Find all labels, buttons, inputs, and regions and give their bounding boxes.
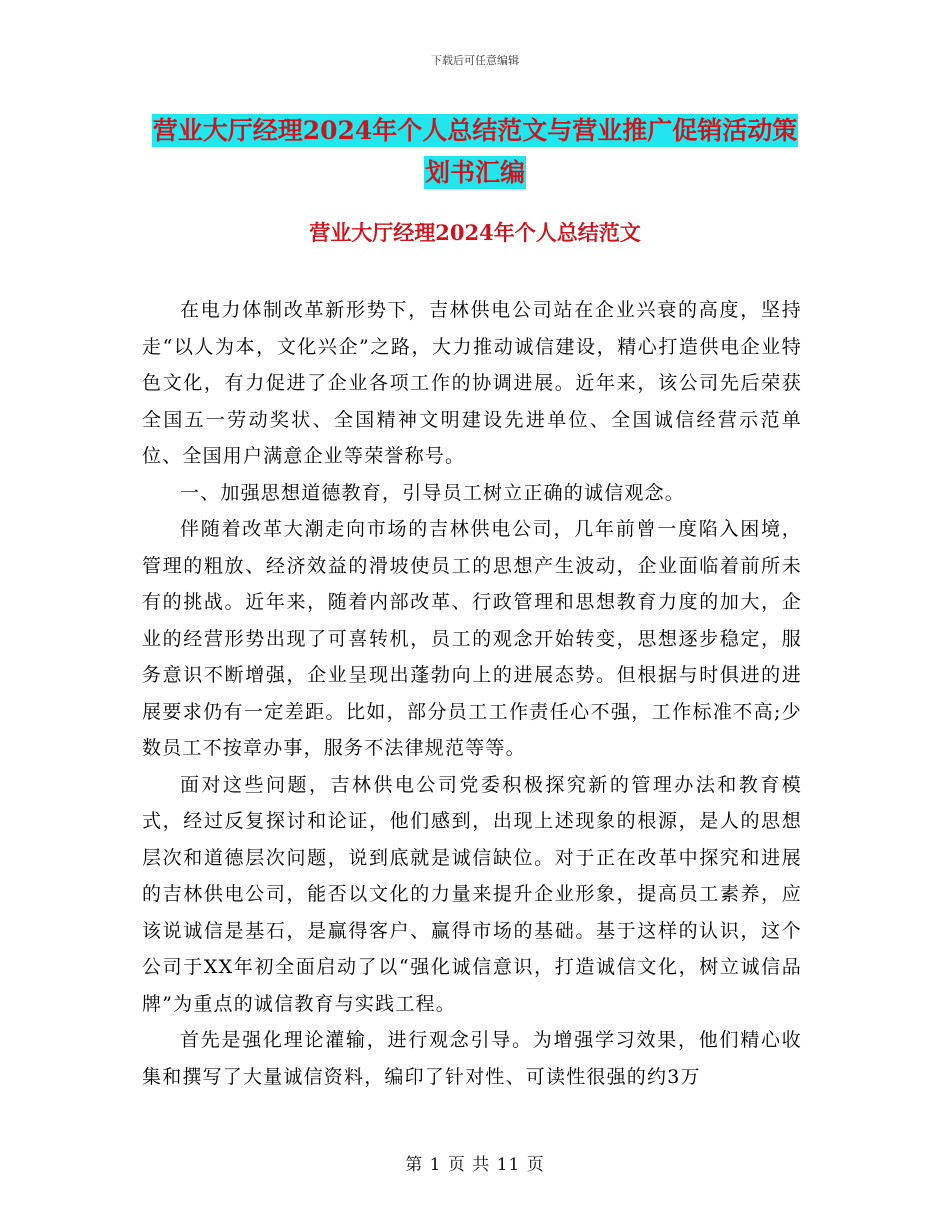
document-title-text: 营业大厅经理2024年个人总结范文与营业推广促销活动策划书汇编 xyxy=(152,116,798,187)
section-title: 营业大厅经理2024年个人总结范文 xyxy=(309,220,641,245)
paragraph: 在电力体制改革新形势下，吉林供电公司站在企业兴衰的高度，坚持走“以人为本，文化兴企”之路，大力推动诚信建设，精心打造供电企业特色文化，有力促进了企业各项工作的协调进展。近年来，该公司先后荣获全国五一劳动奖状、全国精神文明建设先进单位、全国诚信经营示范单位、全国用户满意企业等荣誉称号。 xyxy=(142,299,802,467)
header-note: 下载后可任意编辑 xyxy=(431,54,519,67)
paragraph: 首先是强化理论灌输，进行观念引导。为增强学习效果，他们精心收集和撰写了大量诚信资料，编印了针对性、可读性很强的约3万 xyxy=(142,1029,802,1088)
paragraph: 一、加强思想道德教育，引导员工树立正确的诚信观念。 xyxy=(180,481,686,504)
paragraph: 伴随着改革大潮走向市场的吉林供电公司，几年前曾一度陷入困境，管理的粗放、经济效益的滑坡使员工的思想产生波动，企业面临着前所未有的挑战。近年来，随着内部改革、行政管理和思想教育力度的加大，企业的经营形势出现了可喜转机，员工的观念开始转变，思想逐步稳定，服务意识不断增强，企业呈现出蓬勃向上的进展态势。但根据与时俱进的进展要求仍有一定差距。比如，部分员工工作责任心不强，工作标准不高;少数员工不按章办事，服务不法律规范等等。 xyxy=(142,518,802,759)
paragraph: 面对这些问题，吉林供电公司党委积极探究新的管理办法和教育模式，经过反复探讨和论证，他们感到，出现上述现象的根源，是人的思想层次和道德层次问题，说到底就是诚信缺位。对于正在改革中探究和进展的吉林供电公司，能否以文化的力量来提升企业形象，提高员工素养，应该说诚信是基石，是赢得客户、赢得市场的基础。基于这样的认识，这个公司于XX年初全面启动了以“强化诚信意识，打造诚信文化，树立诚信品牌”为重点的诚信教育与实践工程。 xyxy=(142,773,802,1015)
document-title xyxy=(140,110,810,194)
page-number-footer: 第 1 页 共 11 页 xyxy=(405,1155,545,1175)
document-body xyxy=(142,292,802,1095)
